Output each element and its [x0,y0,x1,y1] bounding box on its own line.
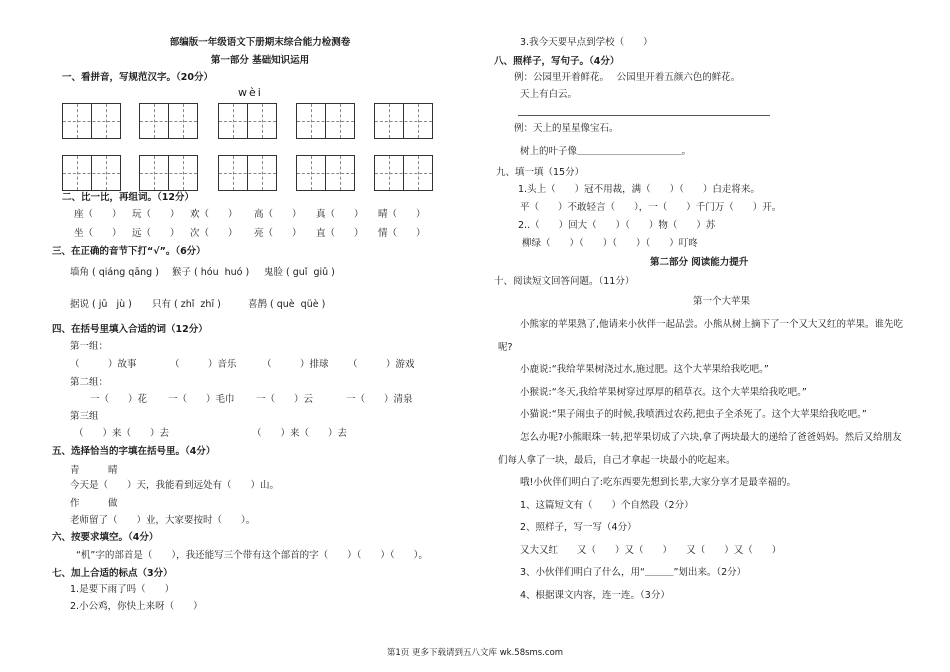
q2-item: 欢（ ） [190,209,238,220]
q5-heading: 五、选择恰当的字填在括号里。（4分） [52,446,216,457]
q5-pair2: 作 做 [70,498,118,509]
char-box[interactable] [62,155,121,191]
part1-heading: 第一部分 基础知识运用 [210,55,310,66]
q4-item: 一（ ）毛巾 [168,394,235,405]
q6-text: “机”字的部首是（ ），我还能写三个带有这个部首的字（ ）（ ）（ ）。 [76,550,428,561]
story-paragraph: 怎么办呢?小熊眼珠一转,把苹果切成了六块,拿了两块最大的递给了爸爸妈妈。然后又给朋友 [520,432,902,443]
q3-item: 鬼脸 ( guǐ giǔ ) [264,267,335,278]
q3-item: 猴子 ( hóu huó ) [172,267,250,278]
story-paragraph: 小鹿说:“我给苹果树浇过水,施过肥。这个大苹果给我吃吧。” [520,364,769,375]
story-paragraph: 呢? [498,342,513,353]
q2-item: 真（ ） [316,209,364,220]
q8-sentence2: 树上的叶子像＿＿＿＿＿＿＿＿＿＿＿。 [520,146,692,157]
q2-heading: 二、比一比，再组词。（12分） [62,192,194,203]
story-paragraph: 们每人拿了一块，最后，自己才拿起一块最小的吃起来。 [498,455,736,466]
q4-item: （ ）游戏 [348,359,415,370]
q4-item: 一（ ）花 [90,394,148,405]
char-box[interactable] [374,155,433,191]
q2-item: 座（ ） [74,209,122,220]
q2-item: 直（ ） [316,228,364,239]
q7-sentence1: 1.是要下雨了吗（ ） [70,584,175,595]
q4-group2-label: 第二组： [70,377,109,388]
q2-item: 远（ ） [132,228,180,239]
q8-example1: 例：公园里开着鲜花。 公园里开着五颜六色的鲜花。 [514,72,741,83]
q4-heading: 四、在括号里填入合适的词（12分） [52,324,208,335]
q3-item: 据说 ( jū jù ) [70,299,132,310]
char-box[interactable] [296,155,355,191]
story-title: 第一个大苹果 [693,296,751,307]
q4-group3-label: 第三组 [70,411,99,422]
q4-item: （ ）故事 [70,359,137,370]
answer-line[interactable] [518,115,770,116]
q7-sentence2: 2.小公鸡，你快上来呀（ ） [70,601,203,612]
q8-heading: 八、照样子，写句子。（4分） [494,56,620,67]
story-paragraph: 小熊家的苹果熟了,他请来小伙伴一起品尝。小熊从树上摘下了一个又大又红的苹果。谁先吃 [520,319,904,330]
q2-item: 高（ ） [254,209,302,220]
story-paragraph: 哦!小伙伴们明白了:吃东西要先想到长辈,大家分享才是最幸福的。 [520,477,797,488]
q8-example2: 例：天上的星星像宝石。 [514,123,619,134]
q2-item: 次（ ） [190,228,238,239]
part2-heading: 第二部分 阅读能力提升 [650,257,749,268]
q4-item: （ ）排球 [262,359,329,370]
q1-heading: 一、看拼音，写规范汉字。（20分） [62,72,213,83]
q10-sub4: 4、根据课文内容，连一连。（3分） [520,590,670,601]
q2-item: 玩（ ） [132,209,180,220]
story-paragraph: 小猫说:“果子闹虫子的时候,我喷洒过农药,把虫子全杀死了。这个大苹果给我吃吧。” [520,409,867,420]
q9-line4: 柳绿（ ）（ ）（ ）（ ）叮咚 [522,238,698,249]
char-box[interactable] [139,103,198,139]
char-box[interactable] [374,103,433,139]
char-box[interactable] [218,155,277,191]
story-paragraph: 小猴说:“冬天,我给苹果树穿过厚厚的稻草衣。这个大苹果给我吃吧。” [520,387,807,398]
q5-pair1: 青 晴 [70,465,118,476]
q10-sub2: 2、照样子，写一写（4分） [520,522,637,533]
q4-item: （ ）音乐 [170,359,237,370]
q10-sub1: 1、这篇短文有（ ）个自然段（2分） [520,500,694,511]
q1-pinyin: wèi [238,86,263,99]
q9-heading: 九、填一填（15分） [496,167,585,178]
q10-sub3: 3、小伙伴们明白了什么，用“＿＿＿”划出来。（2分） [520,567,747,578]
q7-sentence3: 3.我今天要早点到学校（ ） [520,37,653,48]
q4-item: （ ）来（ ）去 [74,428,170,439]
q2-item: 晴（ ） [378,209,426,220]
q9-line2: 平（ ）不敢轻言（ ），一（ ）千门万（ ）开。 [520,202,782,213]
q9-line3: 2..（ ）回大（ ）（ ）物（ ）苏 [518,220,716,231]
char-box[interactable] [218,103,277,139]
q10-sub2-answer: 又大又红 又（ ）又（ ） 又（ ）又（ ） [520,545,782,556]
q2-item: 亮（ ） [254,228,302,239]
char-box[interactable] [296,103,355,139]
exam-title: 部编版一年级语文下册期末综合能力检测卷 [169,37,351,48]
q2-item: 情（ ） [378,228,426,239]
q9-line1: 1.头上（ ）冠不用裁，满（ ）（ ）白走将来。 [518,184,760,195]
q4-item: 一（ ）清泉 [346,394,413,405]
q4-item: （ ）来（ ）去 [252,428,348,439]
q6-heading: 六、按要求填空。（4分） [52,532,159,543]
q3-item: 喜鹊 ( què qüè ) [248,299,326,310]
q7-heading: 七、加上合适的标点（3分） [52,568,173,579]
q2-item: 坐（ ） [74,228,122,239]
q3-heading: 三、在正确的音节下打“√”。（6分） [52,246,206,257]
char-box[interactable] [62,103,121,139]
char-box[interactable] [139,155,198,191]
q4-group1-label: 第一组： [70,341,109,352]
q4-item: 一（ ）云 [256,394,314,405]
q3-item: 只有 ( zhǐ zhī ) [152,299,221,310]
q5-sentence1: 今天是（ ）天，我能看到远处有（ ）山。 [70,480,280,491]
q3-item: 墙角 ( qiáng qāng ) [70,267,159,278]
q5-sentence2: 老师留了（ ）业，大家要按时（ ）。 [70,515,256,526]
page-footer: 第1页 更多下载请到五八文库 wk.58sms.com [386,648,564,658]
q10-heading: 十、阅读短文回答问题。（11分） [494,276,635,287]
q8-sentence1: 天上有白云。 [520,89,578,100]
